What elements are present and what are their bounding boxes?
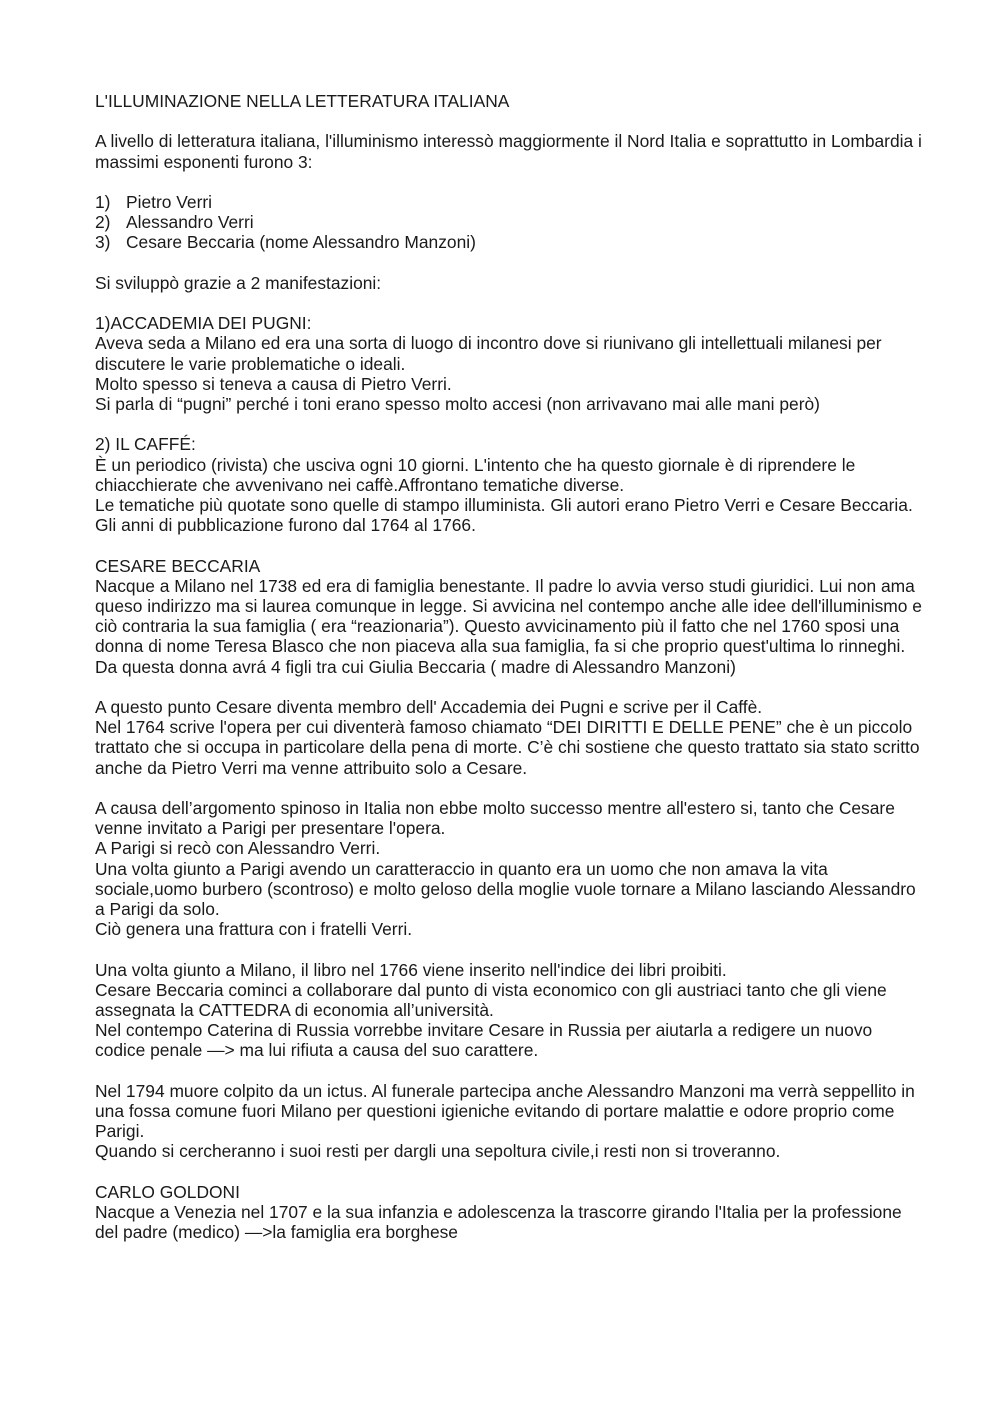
paragraph-line: Molto spesso si teneva a causa di Pietro Verri. xyxy=(95,373,452,394)
list-item xyxy=(95,232,925,252)
paragraph-line: Cesare Beccaria cominci a collaborare dal punto di vista economico con gli austriaci tanto che gli viene assegnata la CATTEDRA di economia all’università. xyxy=(95,979,887,1020)
paragraph-line: Si parla di “pugni” perché i toni erano spesso molto accesi (non arrivavano mai alle mani però) xyxy=(95,393,820,414)
paragraph-line: Una volta giunto a Parigi avendo un caratteraccio in quanto era un uomo che non amava la vita sociale,uomo burbero (scontroso) e molto geloso della moglie vuole tornare a Milano lasciando Alessandro a Parigi da solo. xyxy=(95,858,916,919)
paragraph: Nacque a Venezia nel 1707 e la sua infanzia e adolescenza la trascorre girando l'Italia per la professione del padre (medico) —>la famiglia era borghese xyxy=(95,1202,902,1243)
exponents-list xyxy=(95,192,925,253)
goldoni-section xyxy=(95,1182,925,1243)
beccaria-section xyxy=(95,556,925,677)
document-page xyxy=(95,91,925,1263)
paragraph-line: Quando si cercheranno i suoi resti per dargli una sepoltura civile,i resti non si troveranno. xyxy=(95,1141,781,1162)
list-number: 1) xyxy=(95,191,111,212)
paragraph-line: Nel 1764 scrive l'opera per cui diventerà famoso chiamato “DEI DIRITTI E DELLE PENE” che è un piccolo trattato che si occupa in particolare della pena di morte. C’è chi sostiene che questo trattato sia stato scritto anche da Pietro Verri ma venne attribuito solo a Cesare. xyxy=(95,717,920,778)
section-heading: CESARE BECCARIA xyxy=(95,555,261,576)
paragraph-line: Le tematiche più quotate sono quelle di stampo illuminista. Gli autori erano Pietro Verri e Cesare Beccaria. xyxy=(95,494,913,515)
beccaria-paragraph-3 xyxy=(95,798,925,939)
manifestations-intro: Si sviluppò grazie a 2 manifestazioni: xyxy=(95,272,382,293)
section-heading: 1)ACCADEMIA DEI PUGNI: xyxy=(95,313,312,334)
paragraph-line: A questo punto Cesare diventa membro dell' Accademia dei Pugni e scrive per il Caffè. xyxy=(95,696,763,717)
section-heading: 2) IL CAFFÉ: xyxy=(95,434,196,455)
list-number: 3) xyxy=(95,232,111,253)
paragraph-line: A Parigi si recò con Alessandro Verri. xyxy=(95,838,381,859)
section-heading: CARLO GOLDONI xyxy=(95,1181,240,1202)
paragraph-line: Una volta giunto a Milano, il libro nel 1766 viene inserito nell'indice dei libri proibiti. xyxy=(95,959,727,980)
accademia-section xyxy=(95,313,925,414)
intro-paragraph: A livello di letteratura italiana, l'illuminismo interessò maggiormente il Nord Italia e soprattutto in Lombardia i massimi esponenti furono 3: xyxy=(95,131,922,172)
paragraph-line: Gli anni di pubblicazione furono dal 1764 al 1766. xyxy=(95,515,476,536)
paragraph-line: Nel 1794 muore colpito da un ictus. Al funerale partecipa anche Alessandro Manzoni ma verrà seppellito in una fossa comune fuori Milano per questioni igieniche evitando di portare malattie e odore proprio come Parigi. xyxy=(95,1080,915,1142)
paragraph-line: Ciò genera una frattura con i fratelli Verri. xyxy=(95,919,413,940)
paragraph-line: Nel contempo Caterina di Russia vorrebbe invitare Cesare in Russia per aiutarla a redigere un nuovo codice penale —> ma lui rifiuta a causa del suo carattere. xyxy=(95,1020,873,1061)
beccaria-paragraph-4 xyxy=(95,960,925,1061)
beccaria-paragraph-2 xyxy=(95,697,925,778)
caffe-section xyxy=(95,434,925,535)
beccaria-paragraph-5 xyxy=(95,1081,925,1162)
paragraph-line: È un periodico (rivista) che usciva ogni 10 giorni. L'intento che ha questo giornale è di riprendere le chiacchierate che avvenivano nei caffè.Affrontano tematiche diverse. xyxy=(95,454,856,495)
list-text: Pietro Verri xyxy=(126,191,213,212)
list-number: 2) xyxy=(95,212,111,233)
list-item xyxy=(95,212,925,232)
list-text: Alessandro Verri xyxy=(126,212,254,233)
paragraph: Nacque a Milano nel 1738 ed era di famiglia benestante. Il padre lo avvia verso studi giuridici. Lui non ama queso indirizzo ma si laurea comunque in legge. Si avvicina nel contempo anche alle idee dell'illuminismo e ciò contraria la sua famiglia ( era “reazionaria”). Questo avvicinamento più il fatto che nel 1760 sposi una donna di nome Teresa Blasco che non piaceva alla sua famiglia, fa si che proprio quest'ultima lo rinneghi. Da questa donna avrá 4 figli tra cui Giulia Beccaria ( madre di Alessandro Manzoni) xyxy=(95,575,922,677)
paragraph-line: Aveva seda a Milano ed era una sorta di luogo di incontro dove si riunivano gli intellettuali milanesi per discutere le varie problematiche o ideali. xyxy=(95,333,882,374)
list-item xyxy=(95,192,925,212)
paragraph-line: A causa dell’argomento spinoso in Italia non ebbe molto successo mentre all'estero si, tanto che Cesare venne invitato a Parigi per presentare l'opera. xyxy=(95,797,895,839)
document-title: L'ILLUMINAZIONE NELLA LETTERATURA ITALIANA xyxy=(95,91,510,111)
list-text: Cesare Beccaria (nome Alessandro Manzoni) xyxy=(126,232,476,253)
